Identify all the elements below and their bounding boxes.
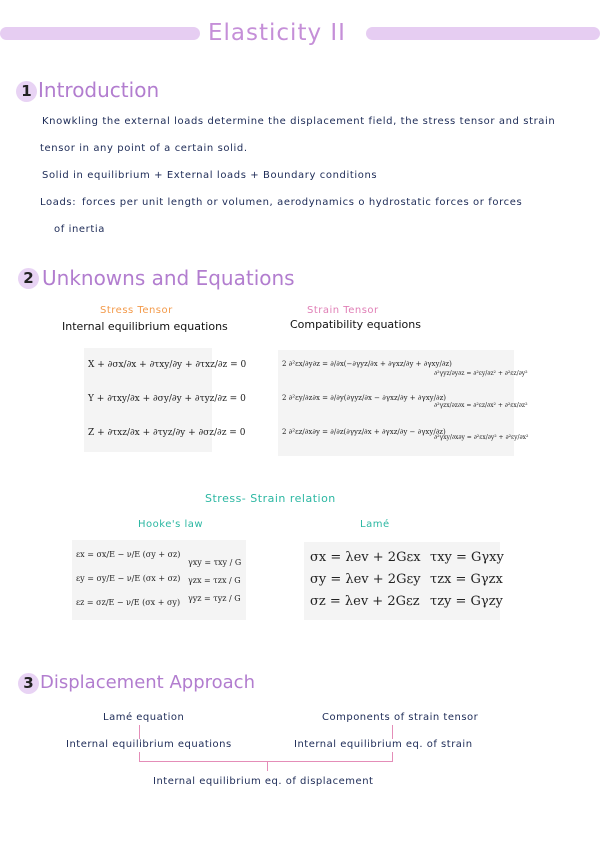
intro-line-4: forces per unit length or volumen, aerodynamics o hydrostatic forces or forces [82, 197, 523, 208]
internal-equilibrium-eq-label: Internal equilibrium equations [66, 739, 232, 750]
section-number-3: 3 [18, 673, 39, 694]
hookes-law-box [72, 540, 246, 620]
page-title: Elasticity II [208, 20, 346, 46]
header-bar-right [366, 27, 600, 40]
lame-equation-label: Lamé equation [103, 712, 185, 723]
equilibrium-eq-z: Z + ∂τxz/∂x + ∂τyz/∂y + ∂σz/∂z = 0 [88, 428, 246, 438]
connector-left-down [139, 725, 140, 739]
stress-strain-relation-label: Stress- Strain relation [205, 492, 336, 505]
compat-eq-4: ∂²γyz/∂y∂z = ∂²εy/∂z² + ∂²εz/∂y² [434, 370, 528, 377]
hooke-eq-gxy: γxy = τxy / G [188, 558, 242, 567]
lame-eq-sz: σz = λev + 2Gεz [310, 594, 420, 609]
equilibrium-eq-y: Y + ∂τxy/∂x + ∂σy/∂y + ∂τyz/∂z = 0 [88, 394, 246, 404]
intro-line-5: of inertia [54, 224, 106, 235]
compat-eq-6: ∂²γxy/∂x∂y = ∂²εx/∂y² + ∂²εy/∂x² [434, 434, 529, 441]
internal-strain-eq-label: Internal equilibrium eq. of strain [294, 739, 473, 750]
loads-label: Loads: [40, 197, 77, 208]
hooke-eq-gzx: γzx = τzx / G [188, 576, 241, 585]
stress-tensor-label: Stress Tensor [100, 305, 173, 316]
lame-label: Lamé [360, 519, 390, 530]
section-title-unknowns: Unknowns and Equations [42, 266, 295, 290]
section-title-displacement: Displacement Approach [40, 672, 255, 693]
lame-box [304, 542, 504, 620]
header-bar-left [0, 27, 200, 40]
equilibrium-eq-x: X + ∂σx/∂x + ∂τxy/∂y + ∂τxz/∂z = 0 [88, 360, 247, 370]
internal-equilibrium-label: Internal equilibrium equations [62, 320, 228, 333]
compatibility-label: Compatibility equations [290, 318, 421, 331]
hookes-law-label: Hooke's law [138, 519, 204, 530]
section-number-2: 2 [18, 268, 39, 289]
section-title-introduction: Introduction [38, 78, 160, 102]
lame-eq-sy: σy = λev + 2Gεy [310, 572, 421, 587]
section-number-1: 1 [16, 81, 37, 102]
intro-line-1: Knowkling the external loads determine the displacement field, the stress tensor and strain [42, 116, 556, 127]
compat-eq-3: 2 ∂²εz/∂x∂y = ∂/∂z(∂γyz/∂x + ∂γxz/∂y − ∂γxy/∂z) [282, 428, 446, 436]
compat-eq-2: 2 ∂²εy/∂z∂x = ∂/∂y(∂γyz/∂x − ∂γxz/∂y + ∂γxy/∂z) [282, 394, 446, 402]
lame-eq-tzy: τzy = Gγzy [430, 594, 503, 609]
compat-eq-1: 2 ∂²εx/∂y∂z = ∂/∂x(−∂γyz/∂x + ∂γxz/∂y + ∂γxy/∂z) [282, 360, 452, 368]
hooke-eq-ez: εz = σz/E − ν/E (σx + σy) [76, 598, 181, 607]
intro-line-2: tensor in any point of a certain solid. [40, 143, 248, 154]
internal-displacement-eq-label: Internal equilibrium eq. of displacement [153, 776, 374, 787]
connector-right-down [392, 725, 393, 739]
compat-eq-5: ∂²γzx/∂z∂x = ∂²εz/∂x² + ∂²εx/∂z² [434, 402, 528, 409]
strain-tensor-label: Strain Tensor [307, 305, 379, 316]
hooke-eq-ex: εx = σx/E − ν/E (σy + σz) [76, 550, 181, 559]
intro-line-3: Solid in equilibrium + External loads + Boundary conditions [42, 170, 378, 181]
lame-eq-tzx: τzx = Gγzx [430, 572, 503, 587]
compatibility-equations-box [278, 350, 529, 456]
components-strain-label: Components of strain tensor [322, 712, 479, 723]
hooke-eq-gyz: γyz = τyz / G [188, 594, 241, 603]
lame-eq-txy: τxy = Gγxy [430, 550, 504, 565]
hooke-eq-ey: εy = σy/E − ν/E (σx + σz) [76, 574, 181, 583]
lame-eq-sx: σx = λev + 2Gεx [310, 550, 421, 565]
connector-center-down [267, 761, 268, 771]
equilibrium-equations-box [84, 348, 247, 452]
connector-horizontal [139, 761, 393, 762]
